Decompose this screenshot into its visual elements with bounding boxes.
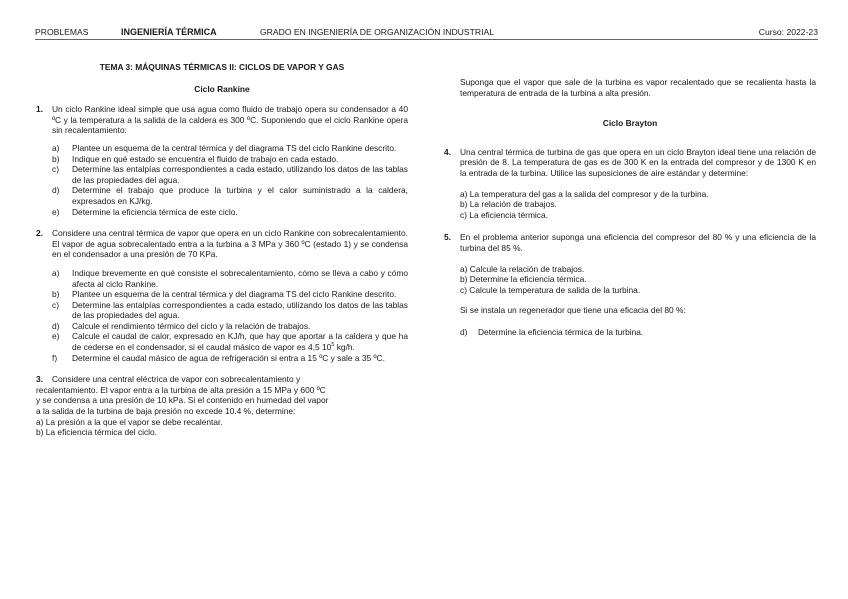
list-item: f) Determine el caudal másico de agua de refrigeración si entra a 15 ºC y sale a 35 ºC.	[52, 352, 385, 363]
problem-1	[36, 104, 408, 217]
problem-5-items	[460, 264, 816, 296]
list-item: e) Calcule el caudal de calor, expresado en KJ/h, que hay que aportar a la caldera y que ha de cederse en el condensador, si el caudal másico de vapor es 4,5 $10^5$ kg/h.	[52, 331, 408, 353]
list-item: c) La eficiencia térmica.	[460, 209, 548, 220]
problem-5	[444, 232, 816, 337]
header-subject: INGENIERÍA TÉRMICA	[121, 27, 217, 37]
list-item: a) Indique brevemente en qué consiste el sobrecalentamiento, cómo se lleva a cabo y cómo afecta al ciclo Rankine.	[52, 267, 408, 289]
problem-2	[36, 228, 408, 363]
list-item: a) La temperatura del gas a la salida del compresor y de la turbina.	[460, 188, 709, 199]
list-item: d) Determine la eficiencia térmica de la turbina.	[460, 326, 644, 337]
list-item: b) Determine la eficiencia térmica.	[460, 274, 587, 285]
problem-1-items	[52, 143, 408, 217]
problem-3-line: y se condensa a una presión de 10 kPa. Si el contenido en humedad del vapor	[36, 395, 329, 406]
list-item: c) Calcule la temperatura de salida de la turbina.	[460, 284, 641, 295]
list-item: d) Determine el trabajo que produce la turbina y el calor suministrado a la caldera, expresados en KJ/kg.	[52, 185, 408, 206]
header-problemas: PROBLEMAS	[35, 27, 89, 37]
problem-1-number: 1.	[36, 104, 43, 115]
right-column	[444, 77, 816, 338]
list-item: c) Determine las entalpías correspondientes a cada estado, utilizando los datos de las tablas de las propiedades del agua.	[52, 299, 408, 321]
list-item: c) Determine las entalpías correspondientes a cada estado, utilizando los datos de las tablas de las propiedades del agua.	[52, 164, 408, 185]
problem-5-number: 5.	[444, 232, 451, 243]
problem-2-number: 2.	[36, 228, 43, 239]
section-brayton: Ciclo Brayton	[602, 118, 658, 129]
problem-3-continuation: Suponga que el vapor que sale de la turbina es vapor recalentado que se recalienta hasta la temperatura de entrada de la turbina a alta presión.	[460, 77, 816, 98]
problem-4-statement: Una central térmica de turbina de gas que opera en un ciclo Brayton ideal tiene una relación de presión de 8. La temperatura de gas es de 300 K en la entrada del compresor y de 1300 K en la entrada de la turbina. Utilice las suposiciones de aire estándar y determine:	[460, 146, 816, 178]
chapter-title: TEMA 3: MÁQUINAS TÉRMICAS II: CICLOS DE VAPOR Y GAS	[99, 62, 345, 72]
problem-2-statement: Considere una central térmica de vapor que opera en un ciclo Rankine con sobrecalentamiento. El vapor de agua sobrecalentado entra a la turbina a 3 MPa y 360 ºC (estado 1) y se condensa en el condensador a una presión de 70 KPa.	[52, 228, 408, 260]
problem-4-items	[460, 189, 816, 221]
problem-3-line: recalentamiento. El vapor entra a la turbina de alta presión a 15 MPa y 600 ºC	[36, 384, 326, 395]
problem-4	[444, 147, 816, 221]
header-course: Curso: 2022-23	[758, 27, 818, 37]
problem-3-line: b) La eficiencia térmica del ciclo.	[36, 427, 158, 438]
section-rankine: Ciclo Rankine	[194, 83, 250, 94]
list-item: e) Determine la eficiencia térmica de este ciclo.	[52, 206, 238, 217]
header-degree: GRADO EN INGENIERÍA DE ORGANIZACIÓN INDUSTRIAL	[260, 27, 494, 37]
list-item: a) Calcule la relación de trabajos.	[460, 263, 585, 274]
problem-5-statement: En el problema anterior suponga una eficiencia del compresor del 80 % y una eficiencia de la turbina del 85 %.	[460, 232, 816, 253]
list-item: a) Plantee un esquema de la central térmica y del diagrama TS del ciclo Rankine descrito.	[52, 142, 397, 153]
problem-1-statement: Un ciclo Rankine ideal simple que usa agua como fluido de trabajo opera su condensador a 40 ºC y la temperatura a la salida de la caldera es 300 ºC. Suponiendo que el ciclo Rankine opera sin recalentamiento:	[52, 104, 408, 136]
problem-2-items	[52, 268, 408, 363]
left-column	[36, 62, 408, 438]
regenerator-note: Si se instala un regenerador que tiene una eficacia del 80 %:	[460, 305, 686, 316]
page-header	[35, 27, 818, 40]
problem-4-number: 4.	[444, 146, 451, 157]
problem-3-number: 3.	[36, 374, 43, 385]
problem-3: 3. Considere una central eléctrica de vapor con sobrecalentamiento y recalentamiento. El vapor entra a la turbina de alta presión a 15 MPa y 600 ºC y se condensa a una presión de 10 kPa. Si el contenido en humedad del vapor a la salida de la turbina de baja presión no excede 10.4 %, determine: a) La presión a la que el vapor se debe recalentar. b) La eficiencia térmica del ciclo.	[36, 374, 408, 438]
list-item: b) Indique en qué estado se encuentra el fluido de trabajo en cada estado.	[52, 153, 339, 164]
problem-3-line: a) La presión a la que el vapor se debe recalentar.	[36, 416, 223, 427]
list-item: b) La relación de trabajos.	[460, 199, 557, 210]
list-item: b) Plantee un esquema de la central térmica y del diagrama TS del ciclo Rankine descrito.	[52, 289, 397, 300]
list-item: d) Calcule el rendimiento térmico del ciclo y la relación de trabajos.	[52, 320, 311, 331]
problem-3-line: a la salida de la turbina de baja presión no excede 10.4 %, determine:	[36, 406, 296, 417]
